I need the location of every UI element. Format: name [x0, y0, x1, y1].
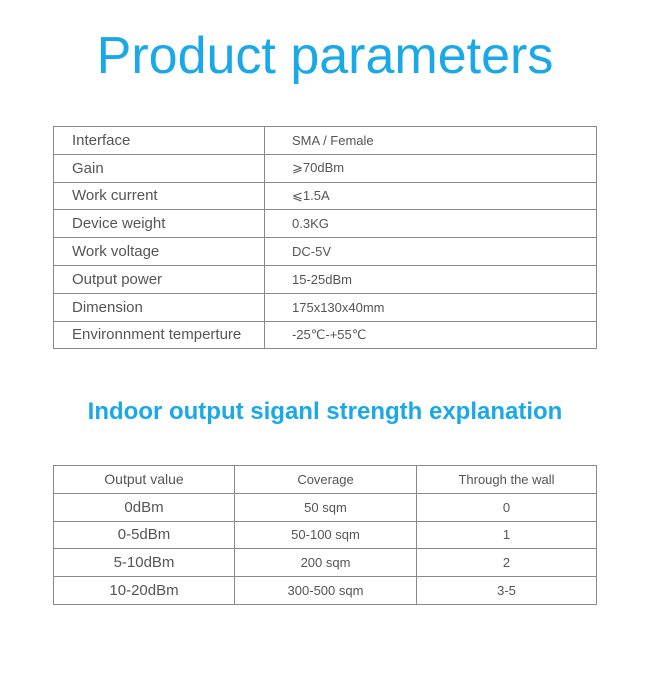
- page-title: Product parameters: [96, 27, 554, 85]
- signal-strength-table: [53, 465, 597, 605]
- through-wall-cell: 1: [417, 521, 597, 549]
- signal-section-title: Indoor output siganl strength explanation: [87, 398, 563, 425]
- output-value-cell: 5-10dBm: [54, 549, 235, 577]
- output-value-cell: 10-20dBm: [54, 577, 235, 605]
- through-wall-cell: 2: [417, 549, 597, 577]
- parameter-value: DC-5V: [265, 238, 597, 266]
- column-header: Output value: [54, 466, 235, 494]
- parameter-label: Work voltage: [54, 238, 265, 266]
- parameter-label: Environnment temperture: [54, 321, 265, 349]
- parameter-value: -25℃-+55℃: [265, 321, 597, 349]
- parameter-value: ⩾70dBm: [265, 154, 597, 182]
- table-row: [54, 127, 597, 155]
- table-row: [54, 238, 597, 266]
- table-row: [54, 577, 597, 605]
- coverage-cell: 50 sqm: [235, 493, 417, 521]
- table-row: [54, 293, 597, 321]
- through-wall-cell: 3-5: [417, 577, 597, 605]
- parameter-value: 0.3KG: [265, 210, 597, 238]
- coverage-cell: 50-100 sqm: [235, 521, 417, 549]
- coverage-cell: 300-500 sqm: [235, 577, 417, 605]
- through-wall-cell: 0: [417, 493, 597, 521]
- output-value-cell: 0-5dBm: [54, 521, 235, 549]
- column-header: Coverage: [235, 466, 417, 494]
- table-row: [54, 265, 597, 293]
- parameter-value: ⩽1.5A: [265, 182, 597, 210]
- parameter-label: Work current: [54, 182, 265, 210]
- parameter-value: 175x130x40mm: [265, 293, 597, 321]
- parameters-table: [53, 126, 597, 349]
- table-row: [54, 182, 597, 210]
- column-header: Through the wall: [417, 466, 597, 494]
- table-row: [54, 521, 597, 549]
- table-row: [54, 321, 597, 349]
- parameter-value: 15-25dBm: [265, 265, 597, 293]
- table-row: [54, 210, 597, 238]
- table-row: [54, 493, 597, 521]
- table-row: [54, 549, 597, 577]
- parameter-label: Dimension: [54, 293, 265, 321]
- parameter-value: SMA / Female: [265, 127, 597, 155]
- parameter-label: Output power: [54, 265, 265, 293]
- table-row: [54, 154, 597, 182]
- coverage-cell: 200 sqm: [235, 549, 417, 577]
- table-header-row: [54, 466, 597, 494]
- parameter-label: Interface: [54, 127, 265, 155]
- parameter-label: Gain: [54, 154, 265, 182]
- parameter-label: Device weight: [54, 210, 265, 238]
- output-value-cell: 0dBm: [54, 493, 235, 521]
